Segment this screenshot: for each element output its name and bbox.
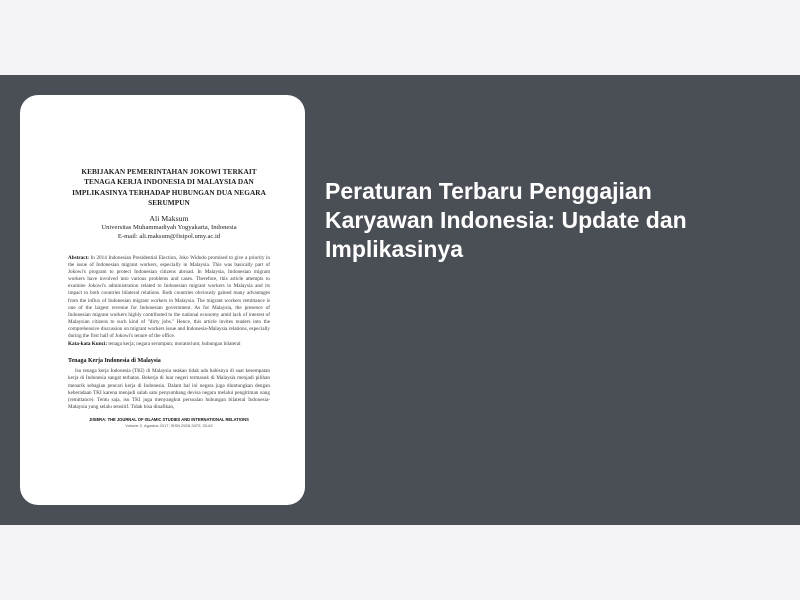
document-section-heading: Tenaga Kerja Indonesia di Malaysia xyxy=(68,358,161,365)
document-email: E-mail: ali.maksum@fisipol.umy.ac.id xyxy=(117,232,221,240)
article-headline[interactable]: Peraturan Terbaru Penggajian Karyawan Indonesia: Update dan Implikasinya xyxy=(325,178,687,262)
journal-volume: Volume 2, Agustus 2017; ISSN 2528-3472; 33-62 xyxy=(125,423,213,429)
abstract-text: In 2014 Indonesian Presidential Election, Joko Widodo promised to give a priority in the issue of Indonesian migrant workers, especially in Malaysia. This was basically part of Jokowi's program to protect Indonesian citizens abroad. In Malaysia, Indonesian migrant workers have involved into various problems and cases. Therefore, this article attempts to examine Jokowi's administration related to Indonesian migrant workers in Malaysia and its impact to both countries bilateral relations. Both countries obviously gained many advantages from the influx of Indonesian migrant workers in Malaysia. The migrant workers remittance is one of the largest revenue for Indonesian government. As for Malaysia, the presence of Indonesian migrant workers highly contributed to the national economy amid lack of interest of Malaysian citizens to such kind of "dirty jobs." Hence, this article invites readers into the comprehensive discussion on migrant workers issue and Indonesia-Malaysia relations, especially during the first half of Jokowi's tenure of the office. xyxy=(68,255,270,340)
document-affiliation: Universitas Muhammadiyah Yogyakarta, Indonesia xyxy=(101,224,237,232)
journal-name: JISIERA: THE JOURNAL OF ISLAMIC STUDIES AND INTERNATIONAL RELATIONS xyxy=(89,417,249,423)
document-title: KEBIJAKAN PEMERINTAHAN JOKOWI TERKAIT TENAGA KERJA INDONESIA DI MALAYSIA DAN IMPLIKASINYA TERHADAP HUBUNGAN DUA NEGARA SERUMPUN xyxy=(72,167,266,207)
document-thumbnail-card[interactable] xyxy=(20,95,305,505)
document-abstract xyxy=(68,255,270,340)
document-footer xyxy=(68,417,270,429)
document-keywords xyxy=(68,341,270,348)
hero-banner xyxy=(0,75,800,525)
keywords-text: tenaga kerja; negara serumpun; moratorium; hubungan bilateral xyxy=(108,341,241,348)
document-page xyxy=(68,167,270,429)
document-author: Ali Maksum xyxy=(149,214,189,224)
document-body-text: Isu tenaga kerja Indonesia (TKI) di Malaysia seakan tidak ada habisnya di saat kesempatan kerja di Indonesia sangat terbatas. Bekerja di luar negeri termasuk di Malaysia menjadi pilihan menarik sebagian pencari kerja di Indonesia. Dalam hal ini negara juga diuntungkan dengan keberadaan TKI karena menjadi salah satu penyumbang devisa negara melalui pengiriman uang (remittance). Tentu saja, isu TKI juga menyangkut persoalan hubungan bilateral Indonesia-Malaysia yang selalu sensitif. Tidak bisa dinafikan, xyxy=(68,368,270,411)
abstract-label: Abstract: xyxy=(68,255,90,261)
keywords-label: Kata-kata Kunci: xyxy=(68,341,108,348)
